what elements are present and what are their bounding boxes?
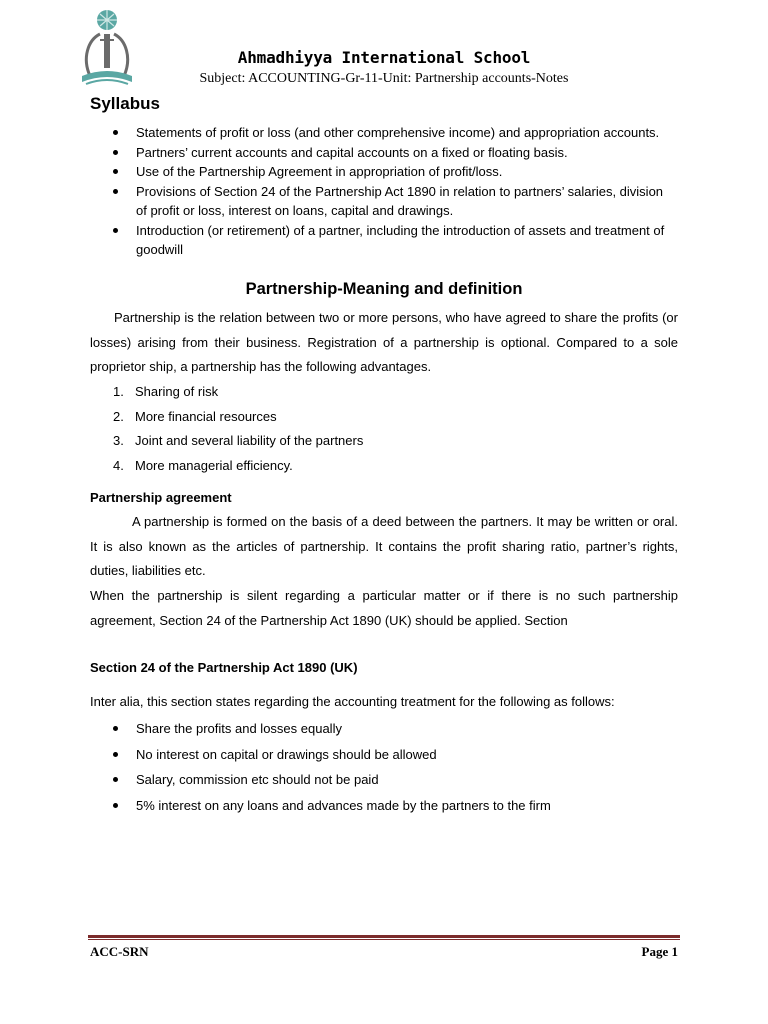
list-item: 1. Sharing of risk — [113, 384, 219, 399]
list-item: No interest on capital or drawings should be allowed — [113, 742, 673, 768]
syllabus-heading: Syllabus — [90, 94, 160, 113]
agreement-heading: Partnership agreement — [90, 490, 232, 505]
syllabus-list — [113, 123, 673, 260]
school-name: Ahmadhiyya International School — [237, 48, 531, 67]
list-item: 4. More managerial efficiency. — [113, 457, 293, 473]
bullet-icon — [113, 150, 118, 155]
section24-list — [113, 716, 673, 818]
list-item: Use of the Partnership Agreement in appropriation of profit/loss. — [113, 162, 673, 182]
section24-heading: Section 24 of the Partnership Act 1890 (UK) — [90, 660, 358, 675]
meaning-paragraph: Partnership is the relation between two or more persons, who have agreed to share the profits (or losses) arising from their business. Registration of a partnership is optional. Compared to a sole proprietor ship, a partnership has the following advantages. — [90, 310, 678, 374]
bullet-icon — [113, 130, 118, 135]
list-item: Partners’ current accounts and capital accounts on a fixed or floating basis. — [113, 143, 673, 163]
agreement-paragraph-1: A partnership is formed on the basis of a deed between the partners. It may be written or oral. It is also known as the articles of partnership. It contains the profit sharing ratio, partner’s rights, duties, liabilities etc. — [90, 514, 678, 578]
subject-line: Subject: ACCOUNTING-Gr-11-Unit: Partnership accounts-Notes — [199, 71, 569, 86]
list-item: Share the profits and losses equally — [113, 716, 673, 742]
list-item: Statements of profit or loss (and other comprehensive income) and appropriation accounts. — [113, 123, 673, 143]
list-item: Introduction (or retirement) of a partner, including the introduction of assets and treatment of goodwill — [113, 221, 673, 260]
bullet-icon — [113, 169, 118, 174]
meaning-heading: Partnership-Meaning and definition — [245, 280, 523, 298]
bullet-icon — [113, 752, 118, 757]
bullet-icon — [113, 189, 118, 194]
list-item: Provisions of Section 24 of the Partnership Act 1890 in relation to partners’ salaries, division of profit or loss, interest on loans, capital and drawings. — [113, 182, 673, 221]
page-number: Page 1 — [641, 944, 678, 959]
advantages-list — [113, 380, 363, 478]
footer-rule — [88, 935, 680, 938]
bullet-icon — [113, 777, 118, 782]
footer-rule-thin — [88, 939, 680, 940]
bullet-icon — [113, 803, 118, 808]
list-item: Salary, commission etc should not be paid — [113, 767, 673, 793]
list-item: 2. More financial resources — [113, 408, 277, 424]
bullet-icon — [113, 228, 118, 233]
section24-intro: Inter alia, this section states regarding the accounting treatment for the following as follows: — [90, 694, 615, 709]
agreement-paragraph-2: When the partnership is silent regarding a particular matter or if there is no such partnership agreement, Section 24 of the Partnership Act 1890 (UK) should be applied. Section — [90, 588, 678, 628]
list-item: 5% interest on any loans and advances made by the partners to the firm — [113, 793, 673, 819]
footer-code: ACC-SRN — [90, 944, 149, 959]
list-item: 3. Joint and several liability of the partners — [113, 433, 364, 448]
bullet-icon — [113, 726, 118, 731]
